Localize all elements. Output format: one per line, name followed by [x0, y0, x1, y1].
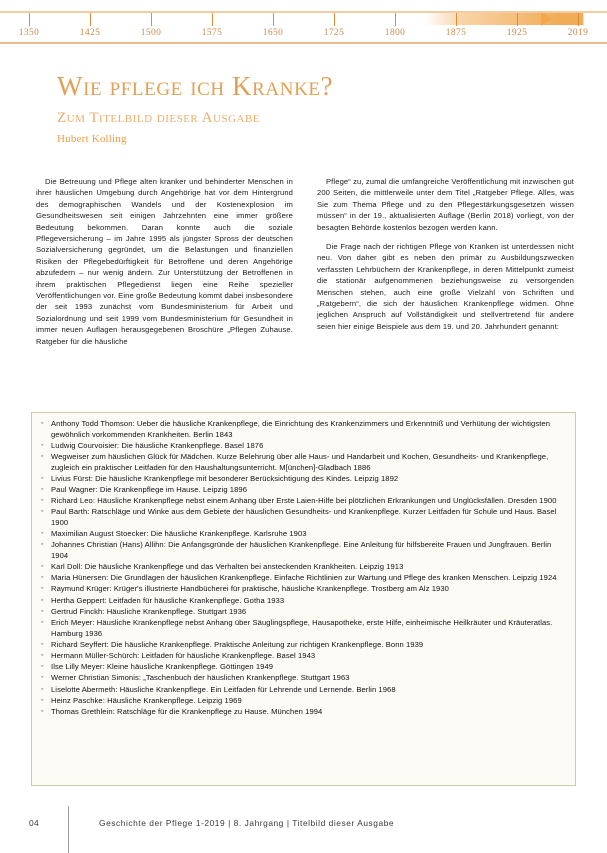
- list-item-text: Hermann Müller-Schürch: Leitfaden für häusliche Krankenpflege. Basel 1943: [51, 650, 316, 660]
- page-title: Wie pflege ich Kranke?: [57, 71, 334, 101]
- tick-stem-icon: [29, 13, 30, 26]
- bullet-icon: ▪: [41, 651, 44, 659]
- list-item-text: Thomas Grethlein: Ratschläge für die Krankenpflege zu Hause. München 1994: [51, 706, 323, 716]
- list-item-text: Richard Seyffert: Die häusliche Krankenpflege. Praktische Anleitung zur richtigen Krankenpflege. Bonn 1939: [51, 639, 424, 649]
- list-item: [41, 496, 566, 507]
- title-block: [57, 72, 557, 145]
- list-item-text: Karl Doll: Die häusliche Krankenpflege und das Verhalten bei ansteckenden Krankheiten. Leipzig 1913: [51, 562, 404, 572]
- list-item-text: Johannes Christian (Hans) Allihn: Die Anfangsgründe der häuslichen Krankenpflege. Eine Anleitung für hilfsbereite Frauen und Jungfrauen. Berlin 1904: [51, 540, 552, 560]
- bibliography-list: [41, 419, 566, 718]
- list-item: [41, 507, 566, 528]
- list-item-text: Richard Leo: Häusliche Krankenpflege nebst einem Anhang über Erste Laien-Hilfe bei plötzlichen Erkrankungen und Unglücksfällen. Dresden 1900: [51, 496, 557, 506]
- tick-stem-icon: [90, 13, 91, 26]
- list-item: [41, 562, 566, 573]
- paragraph: Pflege“ zu, zumal die umfangreiche Veröffentlichung mit inzwischen gut 200 Seiten, die mittlerweile unter dem Titel „Ratgeber Pflege. Alles, was Sie zum Thema Pflege und zu den Pflegestärkungsgesetzen wissen müssen“ in der 19., aktualisierten Auflage (Berlin 2018) vorliegt, von der besagten Behörde kostenlos bezogen werden kann.: [317, 177, 575, 232]
- bullet-icon: ▪: [41, 696, 44, 704]
- bullet-icon: ▪: [41, 685, 44, 693]
- list-item-text: Hertha Geppert: Leitfaden für häusliche Krankenpflege. Gotha 1933: [51, 595, 285, 605]
- body-column-right: [317, 176, 574, 347]
- list-item: [41, 540, 566, 561]
- list-item-text: Paul Wagner: Die Krankenpflege im Hause. Leipzig 1896: [51, 484, 248, 494]
- bullet-icon: ▪: [41, 663, 44, 671]
- bullet-icon: ▪: [41, 596, 44, 604]
- list-item-text: Livius Fürst: Die häusliche Krankenpflege mit besonderer Berücksichtigung des Kindes. Leipzig 1892: [51, 473, 399, 483]
- tick-stem-icon: [151, 13, 152, 26]
- bullet-icon: ▪: [41, 420, 44, 427]
- tick-label: 1425: [79, 28, 101, 38]
- tick-label: 1725: [323, 28, 345, 38]
- tick-label: 1575: [201, 28, 223, 38]
- bullet-icon: ▪: [41, 574, 44, 582]
- bullet-icon: ▪: [41, 541, 44, 549]
- list-item-text: Heinz Paschke: Häusliche Krankenpflege. Leipzig 1969: [51, 695, 242, 705]
- bullet-icon: ▪: [41, 707, 44, 715]
- list-item: [41, 685, 566, 696]
- bullet-icon: ▪: [41, 674, 44, 682]
- bullet-icon: ▪: [41, 508, 44, 516]
- list-item: [41, 419, 566, 440]
- list-item-text: Ludwig Courvoisier: Die häusliche Krankenpflege. Basel 1876: [51, 440, 264, 450]
- list-item: [41, 618, 566, 639]
- tick-stem-icon: [517, 13, 518, 26]
- list-item: [41, 474, 566, 485]
- timeline-tick-9: [541, 0, 607, 38]
- timeline-bottom-rule: [0, 42, 607, 44]
- list-item: [41, 651, 566, 662]
- bullet-icon: ▪: [41, 452, 44, 460]
- list-item-text: Raymund Krüger: Krüger's illustrierte Handbücherei für praktische, häusliche Krankenpflege. Trostberg am Alz 1930: [51, 584, 449, 594]
- list-item-text: Ilse Lilly Meyer: Kleine häusliche Krankenpflege. Göttingen 1949: [51, 662, 274, 672]
- tick-stem-icon: [578, 13, 579, 26]
- tick-label: 1800: [384, 28, 406, 38]
- bullet-icon: ▪: [41, 485, 44, 493]
- list-item: [41, 452, 566, 473]
- body-column-left: [36, 176, 293, 347]
- list-item-text: Maria Hünersen: Die Grundlagen der häuslichen Krankenpflege. Einfache Richtlinien zur Wartung und Pflege des kranken Menschen. Leipzig 1924: [51, 573, 557, 583]
- page-number: 04: [28, 818, 40, 828]
- bullet-icon: ▪: [41, 497, 44, 505]
- bullet-icon: ▪: [41, 474, 44, 482]
- paragraph: Die Betreuung und Pflege alten kranker und behinderter Menschen in ihrer häuslichen Umgebung durch Angehörige hat vor dem Hintergrund des demographischen Wandels und der Kostenexplosion im Gesundheitswesen seit einigen Jahrzehnten eine immer größere Bedeutung bekommen. Daran konnte auch die soziale Pflegeversicherung – im Jahre 1995 als jüngster Spross der deutschen Sozialversicherung gegründet, um die Belastungen und finanziellen Risiken der Pflegebedürftigkeit für Betroffene und deren Angehörige abzufedern – nur wenig ändern. Zur Unterstützung der Betroffenen in ihrem praktischen Pflegedienst liegen eine Reihe spezieller Veröffentlichungen vor. Eine große Bedeutung kommt dabei insbesondere der seit 1993 zunächst vom Bundesministerium für Arbeit und Sozialordnung und seit 1999 vom Bundesministerium für Gesundheit in immer neuen Auflagen herausgegebenen Broschüre „Pflegen Zuhause. Ratgeber für die häusliche: [36, 177, 293, 346]
- list-item-text: Liselotte Abermeth: Häusliche Krankenpflege. Ein Leitfaden für Lehrende und Lernende. Berlin 1968: [51, 684, 396, 694]
- tick-label: 1650: [262, 28, 284, 38]
- tick-stem-icon: [456, 13, 457, 26]
- bullet-icon: ▪: [41, 585, 44, 593]
- list-item: [41, 707, 566, 718]
- list-item: [41, 573, 566, 584]
- tick-label: 2019: [567, 28, 589, 38]
- tick-stem-icon: [395, 13, 396, 26]
- list-item: [41, 640, 566, 651]
- list-item: [41, 584, 566, 595]
- list-item-text: Erich Meyer: Häusliche Krankenpflege nebst Anhang über Säuglingspflege, Hausapotheke, erste Hilfe, einheimische Heilkräuter und Kräuteratlas. Hamburg 1936: [51, 618, 553, 638]
- list-item: [41, 485, 566, 496]
- list-item: [41, 696, 566, 707]
- list-item-text: Werner Christian Simonis: „Taschenbuch der häuslichen Krankenpflege. Stuttgart 1963: [51, 673, 350, 683]
- tick-label: 1500: [140, 28, 162, 38]
- list-item-text: Gertrud Finckh: Häusliche Krankenpflege. Stuttgart 1936: [51, 606, 247, 616]
- footer-caption: Geschichte der Pflege 1-2019 | 8. Jahrgang | Titelbild dieser Ausgabe: [99, 818, 395, 828]
- article-body: [36, 176, 575, 347]
- author-name: Hubert Kolling: [57, 133, 127, 146]
- bullet-icon: ▪: [41, 530, 44, 538]
- tick-label: 1350: [18, 28, 40, 38]
- tick-label: 1875: [445, 28, 467, 38]
- paragraph: Die Frage nach der richtigen Pflege von Kranken ist unterdessen nicht neu. Von daher gibt es neben den primär zu Ausbildungszwecken verfassten Lehrbüchern der Krankenpflege, in deren Mittelpunkt zumeist die stationär aufgenommenen beziehungsweise zu versorgenden Menschen stehen, auch eine große Vielzahl von Schriften und „Ratgebern“, die sich der häuslichen Krankenpflege widmen. Ohne jeglichen Anspruch auf Vollständigkeit und stellvertretend für andere seien hier einige Beispiele aus dem 19. und 20. Jahrhundert genannt:: [317, 242, 574, 331]
- list-item: [41, 607, 566, 618]
- page-footer: [0, 806, 607, 853]
- list-item: [41, 596, 566, 607]
- list-item-text: Anthony Todd Thomson: Ueber die häusliche Krankenpflege, die Einrichtung des Krankenzimmers und Erkenntniß und Verhütung der wichtigsten gewöhnlich vorkommenden Krankheiten. Berlin 1843: [51, 419, 550, 439]
- list-item-text: Paul Barth: Ratschläge und Winke aus dem Gebiete der häuslichen Gesundheits- und Krankenpflege. Kurzer Leitfaden für Schule und Haus. Basel 1900: [51, 507, 557, 527]
- tick-label: 1925: [506, 28, 528, 38]
- list-item: [41, 673, 566, 684]
- page-subtitle: Zum Titelbild dieser Ausgabe: [57, 109, 261, 126]
- bullet-icon: ▪: [41, 640, 44, 648]
- list-item: [41, 529, 566, 540]
- bullet-icon: ▪: [41, 607, 44, 615]
- bibliography-box: [31, 412, 576, 786]
- tick-stem-icon: [273, 13, 274, 26]
- bullet-icon: ▪: [41, 441, 44, 449]
- bullet-icon: ▪: [41, 619, 44, 626]
- tick-stem-icon: [212, 13, 213, 26]
- timeline-header: [0, 0, 607, 46]
- bullet-icon: ▪: [41, 563, 44, 571]
- list-item-text: Maximilian August Stoecker: Die häusliche Krankenpflege. Karlsruhe 1903: [51, 529, 307, 539]
- list-item-text: Wegweiser zum häuslichen Glück für Mädchen. Kurze Belehrung über alle Haus- und Handarbeit und Kochen, Gesundheits- und Krankenpflege, zugleich ein praktischer Leitfaden für den Haushaltungsunterricht. M[ünchen]-Gladbach 1886: [51, 451, 549, 472]
- list-item: [41, 441, 566, 452]
- tick-stem-icon: [334, 13, 335, 26]
- list-item: [41, 662, 566, 673]
